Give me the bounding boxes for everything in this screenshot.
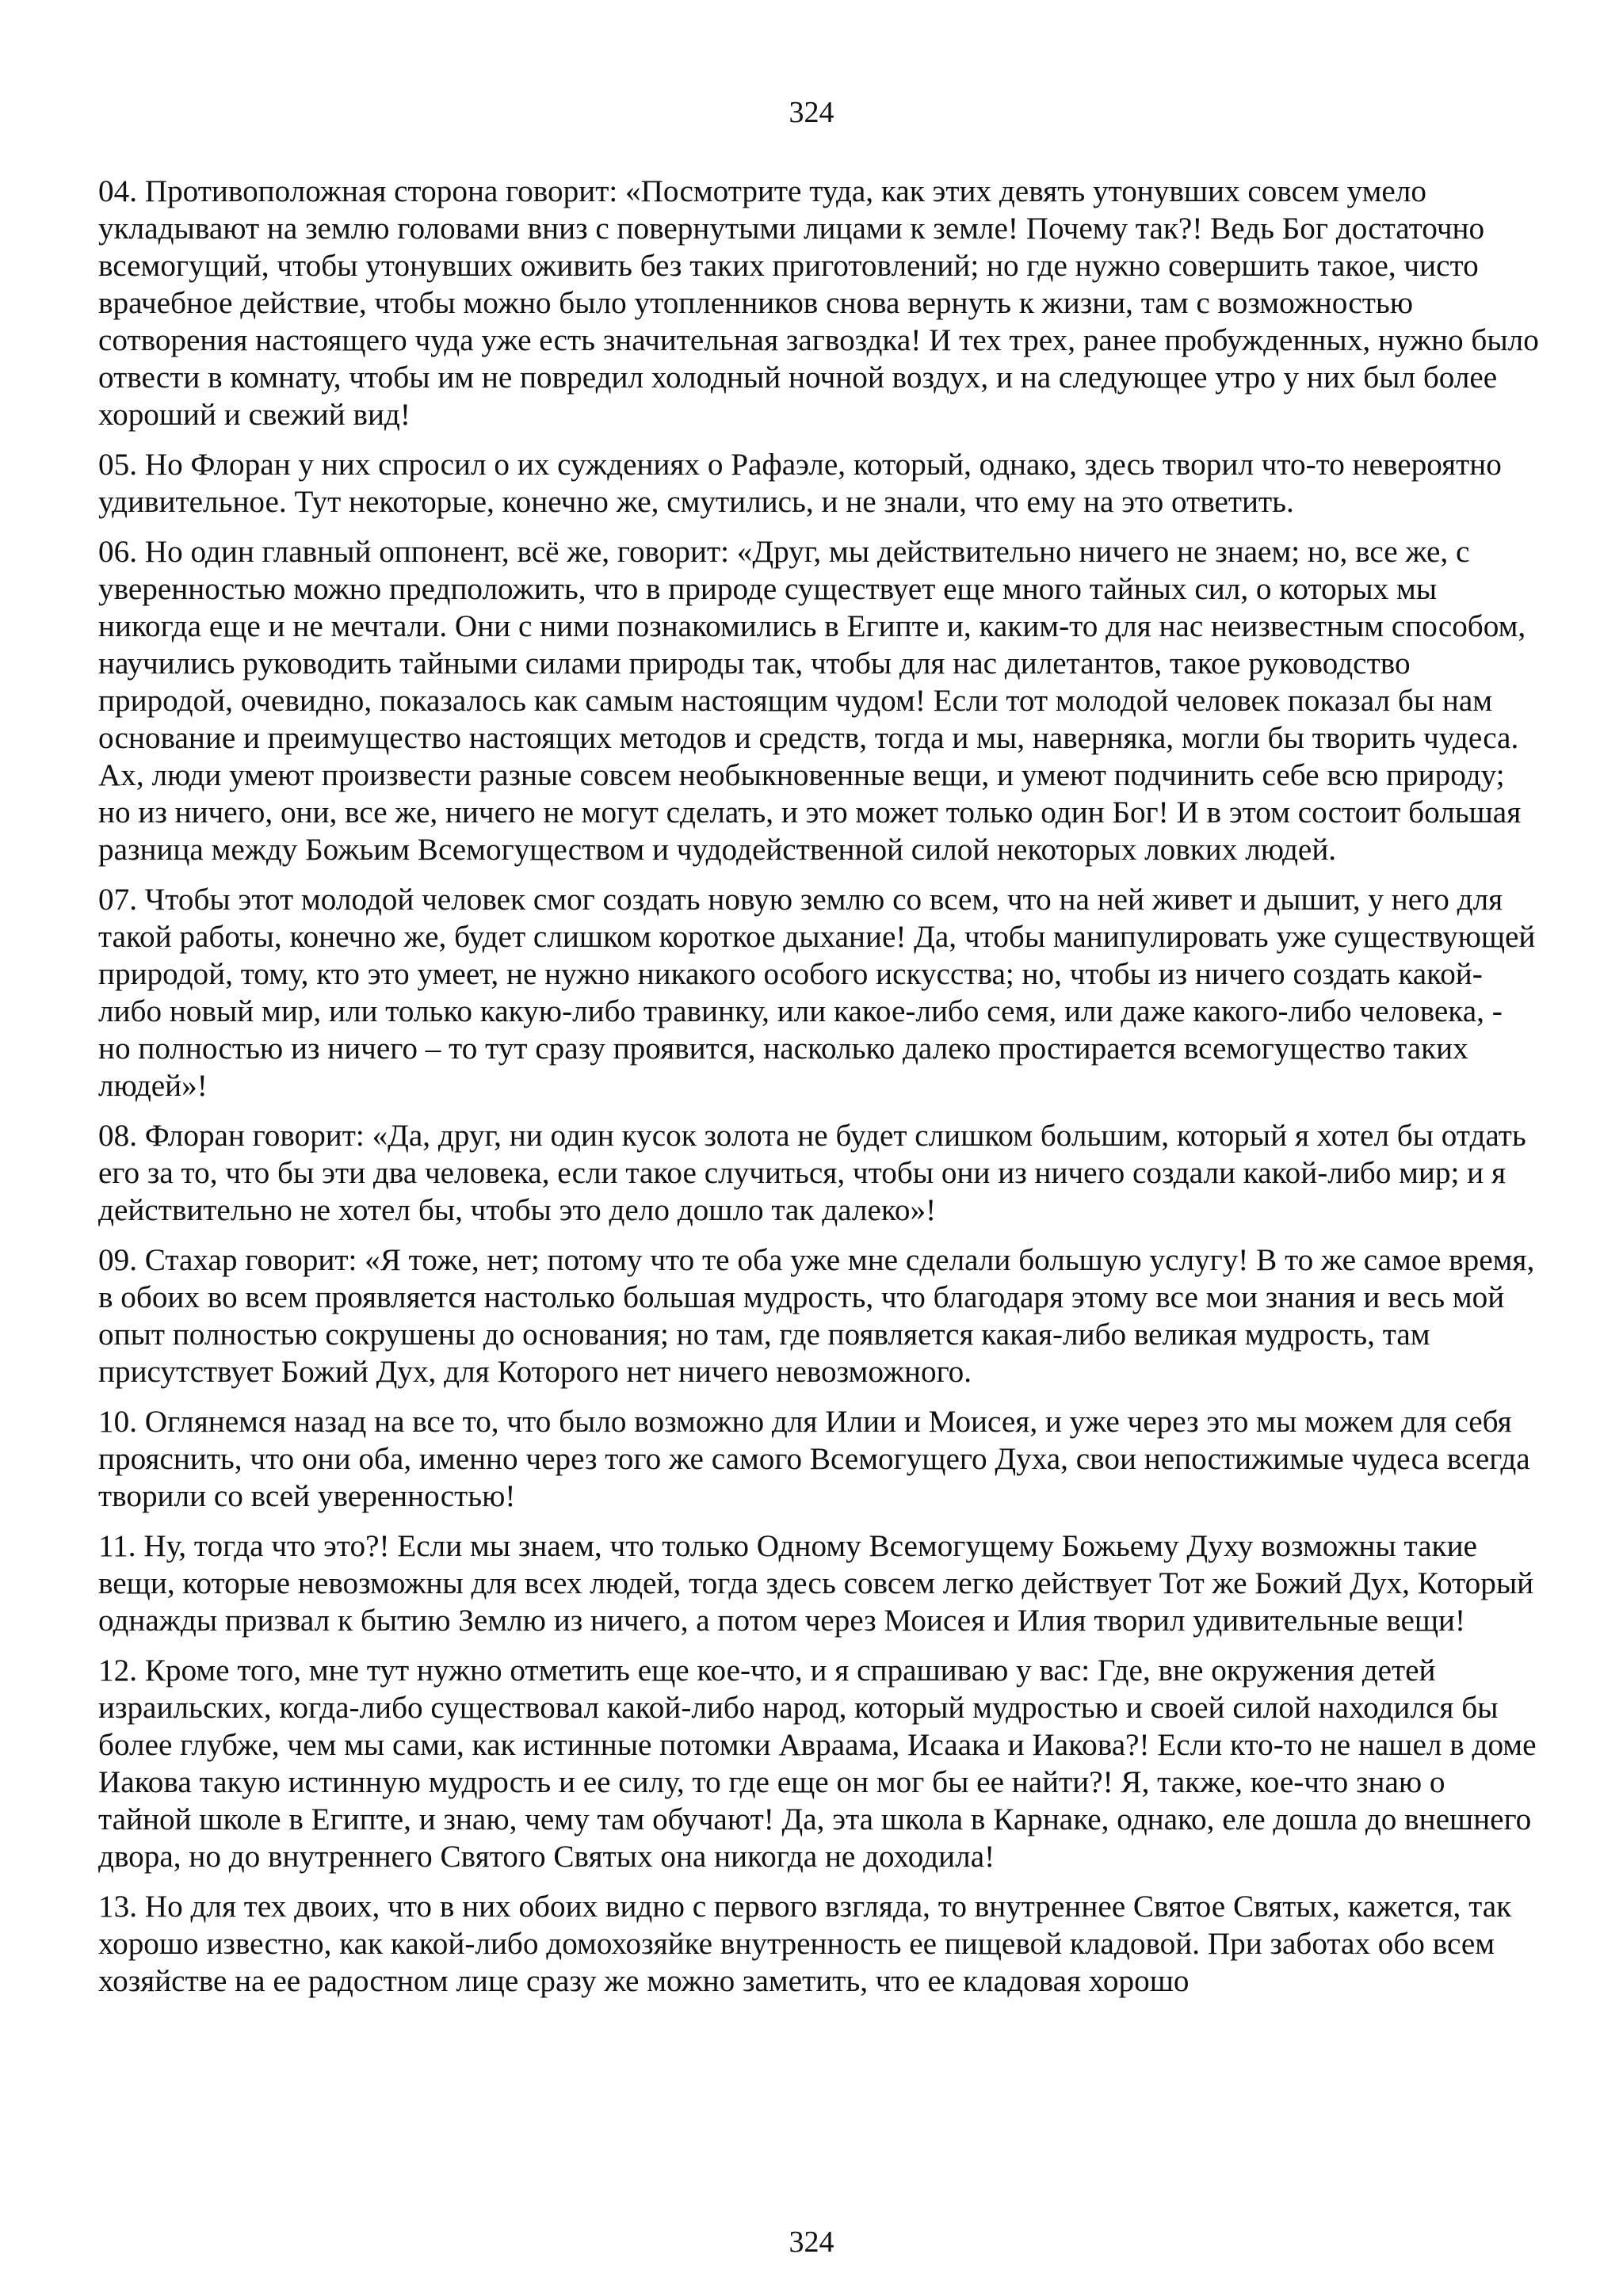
- page-number-bottom: 324: [789, 2225, 834, 2259]
- paragraph-10: 10. Оглянемся назад на все то, что было возможно для Илии и Моисея, и уже через это мы можем для себя прояснить, что они оба, именно через того же самого Всемогущего Духа, свои непостижимые чудеса всегда творили со всей уверенностью!: [98, 1405, 1530, 1513]
- paragraph-11: 11. Ну, тогда что это?! Если мы знаем, что только Одному Всемогущему Божьему Духу возможны такие вещи, которые невозможны для всех людей, тогда здесь совсем легко действует Тот же Божий Дух, Который однажды призвал к бытию Землю из ничего, а потом через Моисея и Илия творил удивительные вещи!: [98, 1529, 1534, 1638]
- paragraph-09: 09. Стахар говорит: «Я тоже, нет; потому что те оба уже мне сделали большую услугу! В то же самое время, в обоих во всем проявляется настолько большая мудрость, что благодаря этому все мои знания и весь мой опыт полностью сокрушены до основания; но там, где появляется какая-либо великая мудрость, там присутствует Божий Дух, для Которого нет ничего невозможного.: [98, 1243, 1535, 1389]
- document-body: [98, 173, 1541, 2012]
- paragraph-06: 06. Но один главный оппонент, всё же, говорит: «Друг, мы действительно ничего не знаем; но, все же, с уверенностью можно предположить, что в природе существует еще много тайных сил, о которых мы никогда еще и не мечтали. Они с ними познакомились в Египте и, каким-то для нас неизвестным способом, научились руководить тайными силами природы так, чтобы для нас дилетантов, такое руководство природой, очевидно, показалось как самым настоящим чудом! Если тот молодой человек показал бы нам основание и преимущество настоящих методов и средств, тогда и мы, наверняка, могли бы творить чудеса. Ах, люди умеют произвести разные совсем необыкновенные вещи, и умеют подчинить себе всю природу; но из ничего, они, все же, ничего не могут сделать, и это может только один Бог! И в этом состоит большая разница между Божьим Всемогуществом и чудодейственной силой некоторых ловких людей.: [98, 535, 1526, 867]
- paragraph-08: 08. Флоран говорит: «Да, друг, ни один кусок золота не будет слишком большим, который я хотел бы отдать его за то, что бы эти два человека, если такое случиться, чтобы они из ничего создали какой-либо мир; и я действительно не хотел бы, чтобы это дело дошло так далеко»!: [98, 1119, 1526, 1227]
- paragraph-13: 13. Но для тех двоих, что в них обоих видно с первого взгляда, то внутреннее Святое Святых, кажется, так хорошо известно, как какой-либо домохозяйке внутренность ее пищевой кладовой. При заботах обо всем хозяйстве на ее радостном лице сразу же можно заметить, что ее кладовая хорошо: [98, 1890, 1512, 1998]
- paragraph-05: 05. Но Флоран у них спросил о их суждениях о Рафаэле, который, однако, здесь творил что-то невероятно удивительное. Тут некоторые, конечно же, смутились, и не знали, что ему на это ответить.: [98, 448, 1502, 519]
- paragraph-04: 04. Противоположная сторона говорит: «Посмотрите туда, как этих девять утонувших совсем умело укладывают на землю головами вниз с повернутыми лицами к земле! Почему так?! Ведь Бог достаточно всемогущий, чтобы утонувших оживить без таких приготовлений; но где нужно совершить такое, чисто врачебное действие, чтобы можно было утопленников снова вернуть к жизни, там с возможностью сотворения настоящего чуда уже есть значительная загвоздка! И тех трех, ранее пробужденных, нужно было отвести в комнату, чтобы им не повредил холодный ночной воздух, и на следующее утро у них был более хороший и свежий вид!: [98, 174, 1539, 432]
- page-number-top: 324: [789, 96, 834, 129]
- paragraph-07: 07. Чтобы этот молодой человек смог создать новую землю со всем, что на ней живет и дышит, у него для такой работы, конечно же, будет слишком короткое дыхание! Да, чтобы манипулировать уже существующей природой, тому, кто это умеет, не нужно никакого особого искусства; но, чтобы из ничего создать какой-либо новый мир, или только какую-либо травинку, или какое-либо семя, или даже какого-либо человека, - но полностью из ничего – то тут сразу проявится, насколько далеко простирается всемогущество таких людей»!: [98, 883, 1536, 1103]
- paragraph-12: 12. Кроме того, мне тут нужно отметить еще кое-что, и я спрашиваю у вас: Где, вне окружения детей израильских, когда-либо существовал какой-либо народ, который мудростью и своей силой находился бы более глубже, чем мы сами, как истинные потомки Авраама, Исаака и Иакова?! Если кто-то не нашел в доме Иакова такую истинную мудрость и ее силу, то где еще он мог бы ее найти?! Я, также, кое-что знаю о тайной школе в Египте, и знаю, чему там обучают! Да, эта школа в Карнаке, однако, еле дошла до внешнего двора, но до внутреннего Святого Святых она никогда не доходила!: [98, 1653, 1537, 1874]
